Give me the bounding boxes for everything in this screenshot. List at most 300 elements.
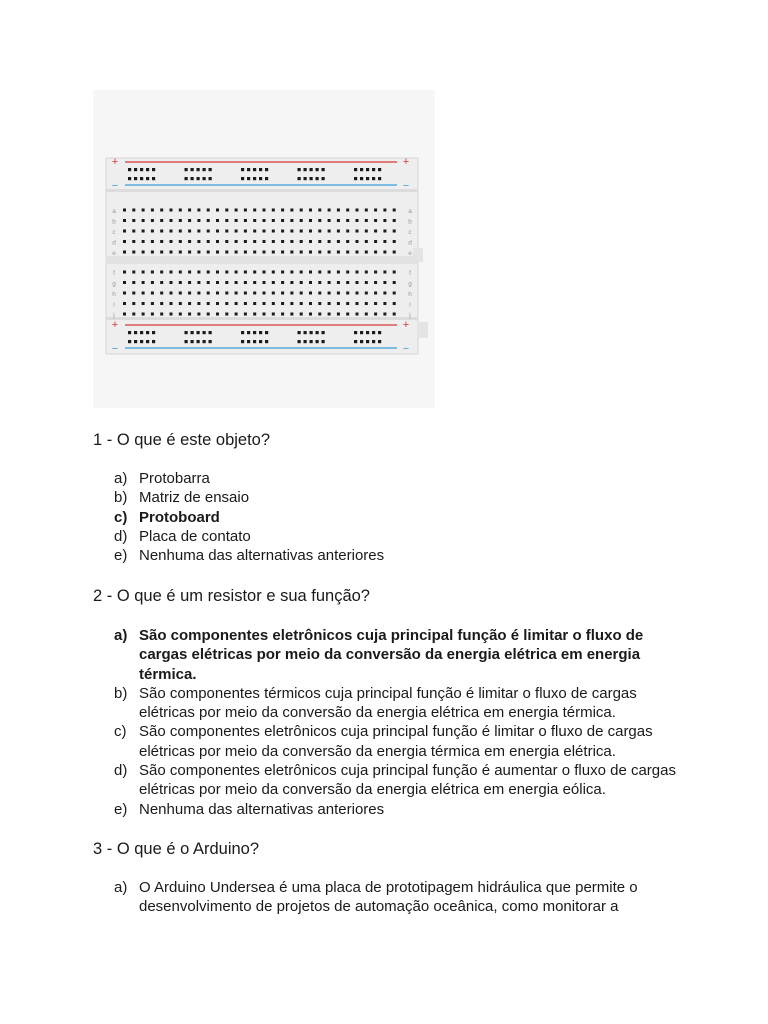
strip-hole xyxy=(216,230,219,233)
strip-hole xyxy=(272,281,275,284)
rail-hole xyxy=(128,177,131,180)
rail-hole xyxy=(140,177,143,180)
strip-hole xyxy=(235,219,238,222)
q1-option-d[interactable] xyxy=(114,527,684,546)
strip-hole xyxy=(300,302,303,305)
strip-hole xyxy=(346,302,349,305)
strip-hole xyxy=(383,281,386,284)
rail-hole xyxy=(152,331,155,334)
rail-hole xyxy=(366,340,369,343)
strip-hole xyxy=(309,313,312,316)
strip-hole xyxy=(188,313,191,316)
option-marker: a) xyxy=(114,627,128,644)
row-letter: j xyxy=(409,312,411,319)
rail-hole xyxy=(203,331,206,334)
strip-hole xyxy=(290,230,293,233)
plus-sign: + xyxy=(111,156,119,168)
rail-hole xyxy=(146,177,149,180)
minus-sign: − xyxy=(402,343,410,355)
rail-hole xyxy=(140,168,143,171)
strip-hole xyxy=(337,281,340,284)
strip-hole xyxy=(197,313,200,316)
strip-hole xyxy=(365,209,368,212)
strip-hole xyxy=(356,292,359,295)
strip-hole xyxy=(337,292,340,295)
strip-hole xyxy=(365,251,368,254)
rail-hole xyxy=(372,177,375,180)
strip-hole xyxy=(235,281,238,284)
rail-hole xyxy=(259,177,262,180)
strip-hole xyxy=(281,209,284,212)
strip-hole xyxy=(170,271,173,274)
strip-hole xyxy=(374,281,377,284)
strip-hole xyxy=(263,281,266,284)
strip-hole xyxy=(179,219,182,222)
strip-hole xyxy=(179,271,182,274)
plus-sign: + xyxy=(402,156,410,168)
row-letter: h xyxy=(408,291,412,298)
rail-hole xyxy=(209,168,212,171)
question-3-options xyxy=(114,878,684,917)
q1-option-b[interactable] xyxy=(114,488,684,507)
strip-hole xyxy=(328,240,331,243)
option-text: São componentes térmicos cuja principal função é limitar o fluxo de cargas elétricas por meio da conversão da energia elétrica em energia térmica. xyxy=(139,684,637,722)
strip-hole xyxy=(383,302,386,305)
strip-hole xyxy=(300,209,303,212)
strip-hole xyxy=(393,271,396,274)
option-marker: e) xyxy=(114,547,128,565)
strip-hole xyxy=(393,251,396,254)
rail-divider xyxy=(106,189,418,192)
rail-hole xyxy=(322,340,325,343)
strip-hole xyxy=(328,302,331,305)
strip-hole xyxy=(225,302,228,305)
strip-hole xyxy=(151,230,154,233)
strip-hole xyxy=(263,240,266,243)
q2-option-c[interactable] xyxy=(114,722,684,761)
option-marker: a) xyxy=(114,470,128,487)
strip-hole xyxy=(281,313,284,316)
strip-hole xyxy=(393,281,396,284)
strip-hole xyxy=(374,230,377,233)
option-text: São componentes eletrônicos cuja principal função é limitar o fluxo de cargas elétricas por meio da conversão da energia térmica em energia elétrica. xyxy=(139,723,653,760)
strip-hole xyxy=(272,219,275,222)
rail-hole xyxy=(265,177,268,180)
option-text: Protoboard xyxy=(139,508,220,526)
strip-hole xyxy=(272,292,275,295)
strip-hole xyxy=(383,230,386,233)
strip-hole xyxy=(309,219,312,222)
rail-hole xyxy=(265,168,268,171)
rail-hole xyxy=(241,168,244,171)
strip-hole xyxy=(179,251,182,254)
question-1-options xyxy=(114,469,684,565)
rail-hole xyxy=(185,177,188,180)
strip-hole xyxy=(318,251,321,254)
option-marker: a) xyxy=(114,879,128,896)
rail-hole xyxy=(310,331,313,334)
strip-hole xyxy=(225,313,228,316)
strip-hole xyxy=(393,302,396,305)
row-letter: c xyxy=(112,229,116,236)
option-marker: e) xyxy=(114,800,128,818)
strip-hole xyxy=(290,313,293,316)
row-letter: c xyxy=(408,229,412,236)
strip-hole xyxy=(383,240,386,243)
strip-hole xyxy=(290,281,293,284)
rail-hole xyxy=(241,177,244,180)
rail-hole xyxy=(316,177,319,180)
row-letter: a xyxy=(408,208,412,215)
strip-hole xyxy=(318,240,321,243)
breadboard-figure xyxy=(93,90,435,408)
strip-hole xyxy=(290,292,293,295)
rail-hole xyxy=(298,340,301,343)
center-channel xyxy=(106,256,418,264)
rail-hole xyxy=(197,177,200,180)
strip-hole xyxy=(151,313,154,316)
rail-hole xyxy=(265,331,268,334)
strip-hole xyxy=(244,281,247,284)
strip-hole xyxy=(253,271,256,274)
strip-hole xyxy=(290,240,293,243)
strip-hole xyxy=(151,219,154,222)
strip-hole xyxy=(235,313,238,316)
rail-hole xyxy=(310,168,313,171)
rail-hole xyxy=(265,340,268,343)
strip-hole xyxy=(263,251,266,254)
rail-hole xyxy=(298,331,301,334)
strip-hole xyxy=(272,230,275,233)
rail-hole xyxy=(322,177,325,180)
strip-hole xyxy=(170,302,173,305)
strip-hole xyxy=(300,240,303,243)
strip-hole xyxy=(346,313,349,316)
strip-hole xyxy=(356,281,359,284)
strip-hole xyxy=(170,240,173,243)
strip-hole xyxy=(244,292,247,295)
strip-hole xyxy=(142,240,145,243)
strip-hole xyxy=(188,230,191,233)
option-text: Placa de contato xyxy=(139,527,251,545)
strip-hole xyxy=(179,209,182,212)
rail-hole xyxy=(203,177,206,180)
strip-hole xyxy=(309,230,312,233)
strip-hole xyxy=(123,281,126,284)
strip-hole xyxy=(393,313,396,316)
rail-hole xyxy=(191,340,194,343)
strip-hole xyxy=(244,302,247,305)
strip-hole xyxy=(356,302,359,305)
strip-hole xyxy=(160,230,163,233)
rail-hole xyxy=(134,168,137,171)
rail-hole xyxy=(152,177,155,180)
strip-hole xyxy=(123,209,126,212)
strip-hole xyxy=(281,302,284,305)
strip-hole xyxy=(253,302,256,305)
rail-hole xyxy=(247,340,250,343)
strip-hole xyxy=(253,281,256,284)
strip-hole xyxy=(328,313,331,316)
question-2-options xyxy=(114,626,684,819)
strip-hole xyxy=(346,251,349,254)
strip-hole xyxy=(300,219,303,222)
rail-hole xyxy=(203,340,206,343)
strip-hole xyxy=(365,219,368,222)
rail-hole xyxy=(247,177,250,180)
strip-hole xyxy=(272,251,275,254)
strip-hole xyxy=(160,281,163,284)
strip-hole xyxy=(281,240,284,243)
strip-hole xyxy=(142,271,145,274)
q2-option-b[interactable] xyxy=(114,684,684,723)
strip-hole xyxy=(188,240,191,243)
strip-hole xyxy=(300,281,303,284)
q1-option-e[interactable] xyxy=(114,546,684,565)
rail-hole xyxy=(197,331,200,334)
strip-hole xyxy=(225,219,228,222)
q1-option-a[interactable] xyxy=(114,469,684,488)
strip-hole xyxy=(300,271,303,274)
rail-hole xyxy=(140,340,143,343)
strip-hole xyxy=(151,292,154,295)
strip-hole xyxy=(160,313,163,316)
q3-option-a[interactable] xyxy=(114,878,684,917)
rail-hole xyxy=(185,331,188,334)
strip-hole xyxy=(235,251,238,254)
strip-hole xyxy=(132,251,135,254)
strip-hole xyxy=(142,292,145,295)
strip-hole xyxy=(365,302,368,305)
rail-hole xyxy=(203,168,206,171)
rail-hole xyxy=(146,331,149,334)
rail-hole xyxy=(366,168,369,171)
strip-hole xyxy=(281,281,284,284)
strip-hole xyxy=(253,209,256,212)
strip-hole xyxy=(263,230,266,233)
strip-hole xyxy=(263,209,266,212)
strip-hole xyxy=(188,219,191,222)
rail-hole xyxy=(316,168,319,171)
rail-hole xyxy=(304,331,307,334)
strip-hole xyxy=(300,230,303,233)
rail-hole xyxy=(197,340,200,343)
rail-hole xyxy=(253,331,256,334)
row-letter: j xyxy=(113,312,115,319)
rail-hole xyxy=(253,177,256,180)
strip-hole xyxy=(281,292,284,295)
strip-hole xyxy=(123,230,126,233)
strip-hole xyxy=(235,240,238,243)
strip-hole xyxy=(188,251,191,254)
strip-hole xyxy=(142,230,145,233)
strip-hole xyxy=(188,209,191,212)
strip-hole xyxy=(393,230,396,233)
strip-hole xyxy=(132,271,135,274)
rail-hole xyxy=(152,340,155,343)
rail-hole xyxy=(259,340,262,343)
strip-hole xyxy=(244,313,247,316)
plus-sign: + xyxy=(111,319,119,331)
rail-hole xyxy=(360,177,363,180)
strip-hole xyxy=(263,271,266,274)
strip-hole xyxy=(216,251,219,254)
option-marker: c) xyxy=(114,723,127,741)
question-2-title: 2 - O que é um resistor e sua função? xyxy=(93,587,370,605)
option-text: Protobarra xyxy=(139,470,210,487)
strip-hole xyxy=(337,271,340,274)
strip-hole xyxy=(281,219,284,222)
strip-hole xyxy=(383,292,386,295)
rail-hole xyxy=(128,168,131,171)
strip-hole xyxy=(170,313,173,316)
rail-hole xyxy=(322,331,325,334)
rail-hole xyxy=(372,168,375,171)
strip-hole xyxy=(225,271,228,274)
strip-hole xyxy=(216,302,219,305)
strip-hole xyxy=(365,281,368,284)
strip-hole xyxy=(272,313,275,316)
board-notch xyxy=(418,322,428,338)
strip-hole xyxy=(235,271,238,274)
strip-hole xyxy=(318,313,321,316)
strip-hole xyxy=(188,271,191,274)
strip-hole xyxy=(365,292,368,295)
strip-hole xyxy=(253,313,256,316)
rail-hole xyxy=(185,340,188,343)
strip-hole xyxy=(328,209,331,212)
option-text: São componentes eletrônicos cuja principal função é limitar o fluxo de cargas elétricas por meio da conversão da energia elétrica em energia térmica. xyxy=(139,627,644,683)
rail-hole xyxy=(140,331,143,334)
strip-hole xyxy=(225,240,228,243)
rail-hole xyxy=(247,331,250,334)
strip-hole xyxy=(151,251,154,254)
strip-hole xyxy=(170,251,173,254)
strip-hole xyxy=(337,313,340,316)
strip-hole xyxy=(151,209,154,212)
strip-hole xyxy=(244,240,247,243)
strip-hole xyxy=(318,292,321,295)
strip-hole xyxy=(356,219,359,222)
rail-hole xyxy=(304,168,307,171)
rail-divider xyxy=(106,317,418,320)
rail-hole xyxy=(372,331,375,334)
strip-hole xyxy=(300,292,303,295)
rail-hole xyxy=(360,340,363,343)
strip-hole xyxy=(132,313,135,316)
strip-hole xyxy=(179,302,182,305)
strip-hole xyxy=(244,209,247,212)
row-letter: g xyxy=(408,280,412,288)
rail-hole xyxy=(316,331,319,334)
strip-hole xyxy=(263,302,266,305)
strip-hole xyxy=(318,302,321,305)
strip-hole xyxy=(207,219,210,222)
strip-hole xyxy=(328,251,331,254)
strip-hole xyxy=(309,281,312,284)
strip-hole xyxy=(374,240,377,243)
strip-hole xyxy=(170,230,173,233)
rail-hole xyxy=(304,340,307,343)
rail-hole xyxy=(259,331,262,334)
rail-hole xyxy=(146,340,149,343)
strip-hole xyxy=(318,230,321,233)
q1-option-c[interactable] xyxy=(114,508,684,527)
q2-option-e[interactable] xyxy=(114,800,684,819)
strip-hole xyxy=(216,209,219,212)
strip-hole xyxy=(207,209,210,212)
option-marker: d) xyxy=(114,527,128,545)
strip-hole xyxy=(151,271,154,274)
strip-hole xyxy=(132,230,135,233)
strip-hole xyxy=(132,209,135,212)
rail-hole xyxy=(360,168,363,171)
rail-hole xyxy=(241,340,244,343)
rail-hole xyxy=(322,168,325,171)
strip-hole xyxy=(309,240,312,243)
strip-hole xyxy=(393,209,396,212)
strip-hole xyxy=(207,240,210,243)
strip-hole xyxy=(309,292,312,295)
rail-hole xyxy=(185,168,188,171)
rail-hole xyxy=(354,340,357,343)
rail-hole xyxy=(360,331,363,334)
strip-hole xyxy=(197,292,200,295)
strip-hole xyxy=(356,251,359,254)
strip-hole xyxy=(318,271,321,274)
strip-hole xyxy=(272,209,275,212)
rail-hole xyxy=(366,177,369,180)
strip-hole xyxy=(207,281,210,284)
option-text: Matriz de ensaio xyxy=(139,489,250,507)
strip-hole xyxy=(272,271,275,274)
strip-hole xyxy=(290,251,293,254)
rail-hole xyxy=(378,168,381,171)
strip-hole xyxy=(123,271,126,274)
option-marker: b) xyxy=(114,489,128,507)
strip-hole xyxy=(374,302,377,305)
row-letter: d xyxy=(408,239,412,247)
rail-hole xyxy=(378,340,381,343)
strip-hole xyxy=(179,292,182,295)
strip-hole xyxy=(272,240,275,243)
minus-sign: − xyxy=(402,180,410,192)
q2-option-a[interactable] xyxy=(114,626,684,684)
rail-hole xyxy=(209,331,212,334)
rail-hole xyxy=(259,168,262,171)
strip-hole xyxy=(123,292,126,295)
strip-hole xyxy=(300,313,303,316)
strip-hole xyxy=(374,292,377,295)
rail-hole xyxy=(378,331,381,334)
rail-hole xyxy=(316,340,319,343)
q2-option-d[interactable] xyxy=(114,761,684,800)
strip-hole xyxy=(290,219,293,222)
strip-hole xyxy=(318,219,321,222)
plus-sign: + xyxy=(402,319,410,331)
strip-hole xyxy=(337,251,340,254)
strip-hole xyxy=(188,281,191,284)
strip-hole xyxy=(123,251,126,254)
strip-hole xyxy=(309,271,312,274)
strip-hole xyxy=(160,271,163,274)
strip-hole xyxy=(207,313,210,316)
strip-hole xyxy=(374,209,377,212)
strip-hole xyxy=(337,302,340,305)
strip-hole xyxy=(365,240,368,243)
strip-hole xyxy=(337,219,340,222)
strip-hole xyxy=(383,313,386,316)
